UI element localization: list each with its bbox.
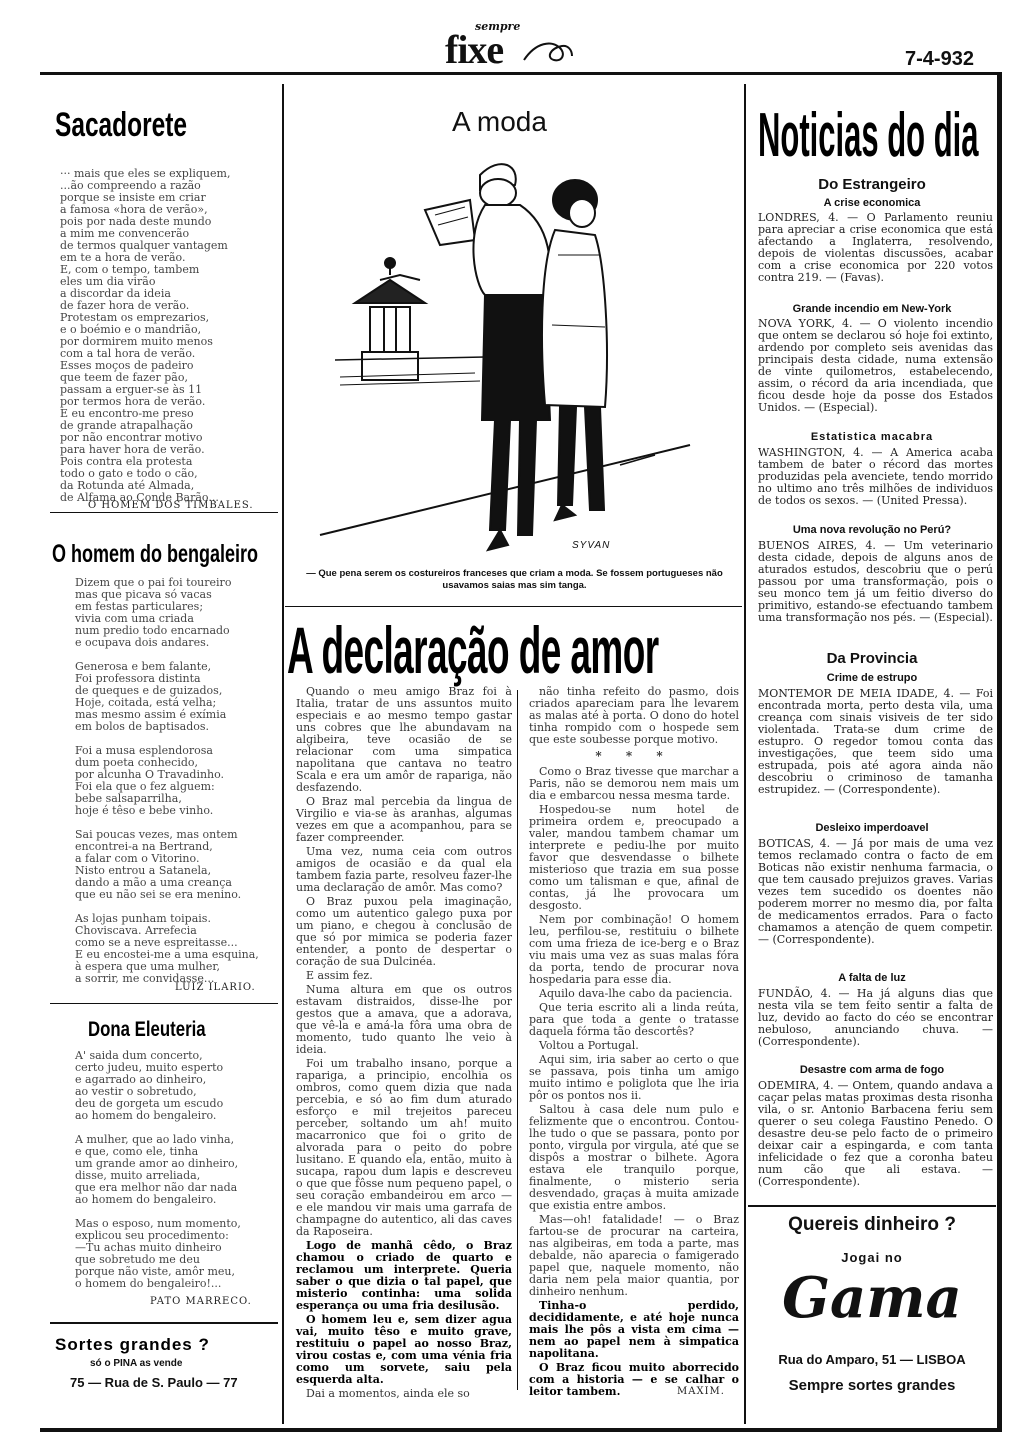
fashion-illustration [300, 145, 700, 560]
pina-ad-address: 75 — Rua de S. Paulo — 77 [70, 1375, 238, 1390]
pina-ad-line1: só o PINA as vende [90, 1358, 183, 1369]
moda-title: A moda [452, 106, 547, 137]
province-item-1: MONTEMOR DE MEIA IDADE, 4. — Foi encontrada morta, perto desta vila, uma creança com sinais visiveis de ter sido violentada. Trata-se dum crime de estupro. O regedor tomou conta das investigações, que teem sido uma estrupada, pois até agora ainda não descobriu o criminoso de tamanha estrupidez. — (Correspondente). [758, 687, 993, 796]
gama-ad-address: Rua do Amparo, 51 — LISBOA [778, 1352, 966, 1367]
cartoon-bottom-rule [285, 606, 742, 607]
province-section-heading: Da Provincia [826, 650, 918, 667]
header-rule [40, 72, 998, 75]
right-border [997, 72, 1002, 1432]
illustrator-signature: SYVAN [572, 540, 611, 551]
article-column-2: não tinha refeito do pasmo, dois criados apareciam para lhe levarem as malas até à porta. O dono do hotel tinha rompido com o hospede sem que este soubesse porque motivo. * * * Como o Braz tivesse que marchar a Paris, não se demorou nem mais um dia e embarcou nessa mesma tarde. Hospedou-se num hotel de primeira ordem e, preocupado a valer, mandou tambem chamar um interprete e pediu-lhe por muito favor que desvendasse o bilhete misterioso que trazia em sua posse como um talisman e que, afinal de contas, já lhe provocara um desgosto. Nem por combinação! O homem leu, perfilou-se, restituiu o bilhete com uma frieza de ice-berg e o Braz viu mais uma vez as suas malas fóra da porta, tendo de procurar nova hospedaria para esse dia. Aquilo dava-lhe cabo da paciencia. Que teria escrito ali a linda reúta, para que toda a gente o tratasse daquela fórma tão descortês? Voltou a Portugal. Aqui sim, iria saber ao certo o que se passava, pois tinha um amigo muito intimo e poliglota que lhe iria pôr os pontos nos ii. Saltou à casa dele num pulo e felizmente que o encontrou. Contou-lhe tudo o que se passara, ponto por ponto, virgula por virgula, até que se dispôs a mostrar o bilhete. Agora estava ele tranquilo porque, finalmente, o misterio seria desvendado, graças à muita amizade que existia entre ambos. Mas—oh! fatalidade! — o Braz fartou-se de procurar na carteira, nas algibeiras, em toda a parte, mas debalde, não aparecia o famigerado papel que, naquele momento, não daria nem pela maior quantia, por dinheiro nenhum. Tinha-o perdido, decididamente, e até hoje nunca mais lhe pôs a vista em cima — nem ao papel nem à simpatica napolitana. O Braz ficou muito aborrecido com a historia — e se calhar o leitor tambem. [529, 685, 739, 1398]
province-item-4: ODEMIRA, 4. — Ontem, quando andava a caçar pelas matas proximas desta risonha vila, o sr. Antonio Barbacena feriu sem querer o seu colega Faustino Penedo. O desastre deu-se pelo facto de o primeiro deixar cair a espingarda, e com tanta infelicidade o fez que a coronha bateu num cão que ali estava. — (Correspondente). [758, 1079, 993, 1188]
news-title-1: A crise economica [823, 197, 921, 209]
gama-ad-jogai: Jogai no [841, 1250, 903, 1265]
article-signature: MAXIM. [677, 1386, 725, 1397]
masthead-logo: fixe [445, 27, 504, 72]
left-separator-1 [50, 512, 278, 513]
article-title: A declaração de amor [287, 613, 659, 687]
province-item-2: BOTICAS, 4. — Já por mais de uma vez temos reclamado contra o facto de em Boticas não existir nenhuma farmacia, o que tem causado prejuizos graves. Varias vezes tem sucedido os doentes não poderem morrer no mesmo dia, por falta de medicamentos errados. Para o facto chamamos a atenção de quem competir. — (Correspondente). [758, 837, 993, 946]
left-separator-2 [50, 1003, 278, 1004]
bengaleiro-poem: Dizem que o pai foi toureiro mas que picava só vacas em festas particulares; vivia com uma criada num predio todo encarnado e ocupava dois andares. Generosa e bem falante, Foi professora distinta de queques e de guizados, Hoje, coitada, está velha; mas mesmo assim é exímia em bolos de baptisados. Foi a musa esplendorosa dum poeta conhecido, por alcunha O Travadinho. Foi ela que o fez alguem: bebe salsaparrilha, hoje é têso e bebe vinho. Sai poucas vezes, mas ontem encontrei-a na Bertrand, a falar com o Vitorino. Nisto entrou a Satanela, dando a mão a uma creança que eu não sei se era menino. As lojas punham toipais. Choviscava. Arrefecia como se a neve espreitasse... E eu encostei-me a uma esquina, à espera que uma mulher, a sorrir, me convidasse... [75, 576, 259, 985]
masthead-sempre: sempre [475, 20, 521, 33]
province-title-1: Crime de estrupo [826, 672, 918, 684]
news-title-4: Uma nova revolução no Perú? [792, 524, 952, 536]
news-item-1: LONDRES, 4. — O Parlamento reuniu para apreciar a crise economica que está afectando a Inglaterra, resolvendo, depois de violentas discussões, acabar com a crise economica por 220 votos contra 219. — (Favas). [758, 211, 993, 284]
province-title-2: Desleixo imperdoavel [815, 822, 929, 834]
pina-ad-title: Sortes grandes ? [55, 1335, 210, 1354]
eleuteria-poem: A' saida dum concerto, certo judeu, muito esperto e agarrado ao dinheiro, ao vestir o sobretudo, deu de gorgeta um escudo ao homem do bengaleiro. A mulher, que ao lado vinha, e que, como ele, tinha um grande amor ao dinheiro, disse, muito arreliada, que era melhor não dar nada ao homem do bengaleiro. Mas o esposo, num momento, explicou seu procedimento: —Tu achas muito dinheiro que sobretudo me deu porque não viste, amôr meu, o homem do bengaleiro!... [75, 1049, 241, 1290]
right-separator-ad [748, 1205, 996, 1207]
column-divider-left [282, 84, 284, 1424]
foreign-section-heading: Do Estrangeiro [818, 176, 926, 193]
article-column-divider [517, 690, 518, 1390]
cartoon-caption: — Que pena serem os costureiros franceses que criam a moda. Se fossem portugueses não usavamos saias mas sim tanga. [306, 568, 723, 591]
issue-date: 7-4-932 [905, 48, 974, 70]
bengaleiro-signature: LUIZ ILARIO. [175, 982, 256, 993]
article-column-1: Quando o meu amigo Braz foi à Italia, tratar de uns assuntos muito especiais e ao mesmo tempo gastar uns cobres que lhe abundavam na algibeira, teve ocasião de se relacionar com uma simpatica napolitana que cantava no teatro Scala e era um amôr de rapariga, não desfazendo. O Braz mal percebia da lingua de Virgilio e via-se às aranhas, algumas vezes em que a acompanhou, para se fazer compreender. Uma vez, numa ceia com outros amigos de ocasião e da qual ela tambem fazia parte, resolveu fazer-lhe uma declaração de amôr. Mas como? O Braz puxou pela imaginação, como um autentico galego puxa por um piano, e chegou à conclusão de que só por mimica se poderia fazer entender, a ponto de despertar o coração de sua Dulcinéa. E assim fez. Numa altura em que os outros estavam distraidos, disse-lhe por gestos que a amava, que a adorava, que vê-la e amá-la fôra uma obra de momento, tudo quanto lhe veio à ideia. Foi um trabalho insano, porque a rapariga, a principio, encolhia os ombros, como quem dizia que nada percebia, e só ao fim dum aturado esforço e mil trejeitos pareceu perceber, soltando um ah! muito macarronico que foi o grito de alvorada para o peito do pobre lusitano. E quando ela, então, muito à sucapa, rapou dum lapis e descreveu o que que fôsse num pequeno papel, o seu coração embandeirou em arco — e ele mandou vir mais uma garrafa de champagne do autentico, ali das caves da Raposeira. Logo de manhã cêdo, o Braz chamou o criado de quarto e reclamou um interprete. Queria saber o que dizia o tal papel, que misterio continha: uma solida esperança ou uma fria desilusão. O homem leu e, sem dizer agua vai, muito têso e muito grave, restituiu o papel ao nosso Braz, virou costas e, com uma vénia fria como um sorvete, saiu pela esquerda alta. Dai a momentos, ainda ele so [296, 685, 512, 1400]
province-title-4: Desastre com arma de fogo [799, 1064, 945, 1076]
gama-ad-title: Quereis dinheiro ? [788, 1214, 956, 1235]
column-divider-right [744, 84, 746, 1424]
news-title-3: Estatistica macabra [810, 431, 934, 443]
eleuteria-signature: PATO MARRECO. [150, 1296, 252, 1307]
left-separator-3 [50, 1322, 278, 1324]
masthead-swirl-icon [522, 38, 574, 66]
news-item-3: WASHINGTON, 4. — A America acaba tambem de bater o récord das mortes produzidas pela avenciete, tendo morrido no ultimo ano três milhões de individuos de todos os sexos. — (United Pressa). [758, 446, 994, 507]
eleuteria-heading: Dona Eleuteria [88, 1018, 206, 1041]
bengaleiro-heading: O homem do bengaleiro [52, 540, 259, 568]
sacadorete-signature: O HOMEM DOS TIMBALES. [88, 500, 254, 511]
gama-logo: Gama [782, 1265, 962, 1331]
bottom-border [40, 1428, 1002, 1432]
province-item-3: FUNDÃO, 4. — Ha já alguns dias que nesta vila se tem feito sentir a falta de luz, devido ao facto do céo se encontrar nebuloso, anunciando chuva. — (Correspondente). [758, 987, 993, 1048]
province-title-3: A falta de luz [838, 972, 906, 984]
sacadorete-heading: Sacadorete [55, 106, 187, 144]
news-title-2: Grande incendio em New-York [792, 303, 952, 315]
noticias-heading: Noticias do dia [758, 101, 979, 170]
news-item-4: BUENOS AIRES, 4. — Um veterinario desta cidade, depois de alguns anos de aturados estudos, descobriu que o perú passou por uma transformação, pois o seu monco tem já um feitio diverso do primitivo, estando-se efectuando tambem uma transformação nos pés. — (Especial). [758, 539, 993, 624]
gama-ad-slogan: Sempre sortes grandes [788, 1377, 956, 1394]
news-item-2: NOVA YORK, 4. — O violento incendio que ontem se declarou só hoje foi extinto, ardendo por completo seis avenidas das principais desta cidade, numa extensão de vinte quilometros, estabelecendo, assim, o récord da aria incendiada, que ficou desde hoje da posse dos Estados Unidos. — (Especial). [758, 317, 994, 414]
sacadorete-poem: ··· mais que eles se expliquem, ...ão compreendo a razão porque se insiste em criar a famosa «hora de verão», pois por nada deste mundo a mim me convencerão de termos qualquer vantagem em te a hora de verão. E, com o tempo, tambem eles um dia virão a discordar da ideia de fazer hora de verão. Protestam os emprezarios, e o boémio e o mandrião, por dormirem muito menos com a tal hora de verão. Esses moços de padeiro que teem de fazer pão, passam a erguer-se às 11 por termos hora de verão. E eu encontro-me preso de grande atrapalhação por não encontrar motivo para haver hora de verão. Pois contra ela protesta todo o gato e todo o cão, da Rotunda até Almada, de Alfama ao Conde Barão... [60, 167, 231, 504]
